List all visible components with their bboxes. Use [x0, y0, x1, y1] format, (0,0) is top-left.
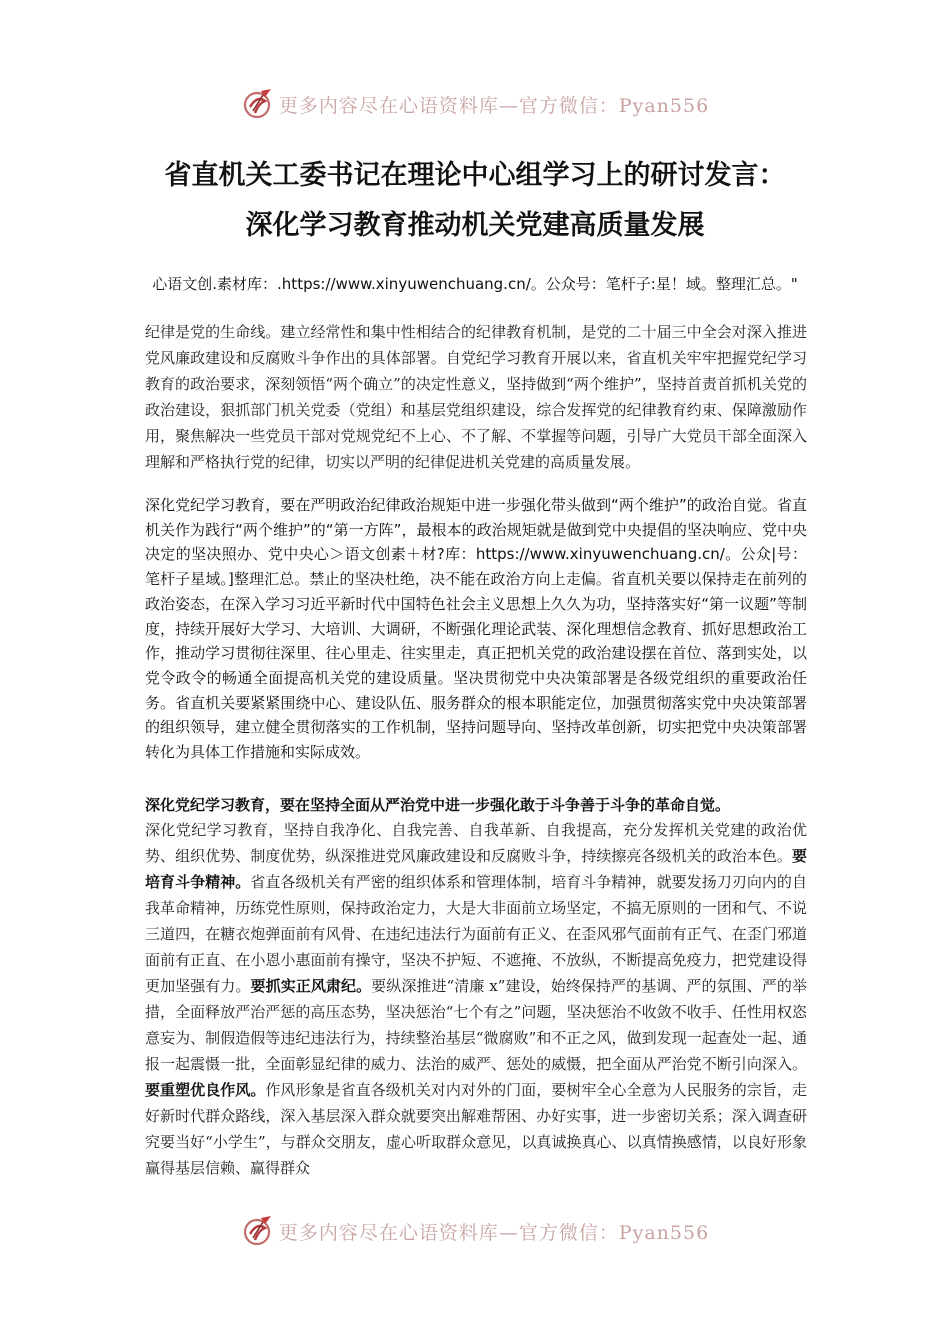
- subheading-work-style: 要重塑优良作风。: [145, 1081, 266, 1099]
- source-line: 心语文创.素材库：.https://www.xinyuwenchuang.cn/。公众号：笔杆子:星！域。整理汇总。": [152, 275, 798, 293]
- banner-text: 更多内容尽在心语资料库—官方微信：Pyan556: [278, 94, 710, 117]
- paragraph-text: 深化党纪学习教育，坚持自我净化、自我完善、自我革新、自我提高，充分发挥机关党建的政治优势、组织优势、制度优势，纵深推进党风廉政建设和反腐败斗争，持续擦亮各级机关的政治本色。: [145, 821, 807, 865]
- paragraph-intro: 纪律是党的生命线。建立经常性和集中性相结合的纪律教育机制，是党的二十届三中全会对深入推进党风廉政建设和反腐败斗争作出的具体部署。自党纪学习教育开展以来，省直机关牢牢把握党纪学习教育的政治要求，深刻领悟“两个确立”的决定性意义，坚持做到“两个维护”，坚持首责首抓机关党的政治建设，狠抓部门机关党委（党组）和基层党组织建设，综合发挥党的纪律教育约束、保障激励作用，聚焦解决一些党员干部对党规党纪不上心、不了解、不掌握等问题，引导广大党员干部全面深入理解和严格执行党的纪律，切实以严明的纪律促进机关党建的高质量发展。: [145, 323, 807, 471]
- banner-text: 更多内容尽在心语资料库—官方微信：Pyan556: [278, 1221, 710, 1244]
- header-banner: [0, 84, 950, 124]
- page-title-line2: 深化学习教育推动机关党建高质量发展: [245, 210, 705, 241]
- paragraph-text: 要纵深推进“清廉 x”建设，始终保持严的基调、严的氛围、严的举措，全面释放严治严惩的高压态势，坚决惩治“七个有之”问题，坚决惩治不收敛不收手、任性用权恣意妄为、制假造假等违纪违法行为，持续整治基层“微腐败”和不正之风，做到发现一起查处一起、通报一起震慑一批，全面彰显纪律的威力、法治的威严、惩处的威慑，把全面从严治党不断引向深入。: [145, 977, 807, 1073]
- paragraph-text: 省直各级机关有严密的组织体系和管理体制，培育斗争精神，就要发扬刀刃向内的自我革命精神，历练党性原则，保持政治定力，大是大非面前立场坚定，不搞无原则的一团和气、不说三道四，在糖衣炮弹面前有风骨、在违纪违法行为面前有正义、在歪风邪气面前有正气、在歪门邪道面前有正直、在小恩小惠面前有操守，坚决不护短、不遮掩、不放纵，不断提高免疫力，把党建设得更加坚强有力。: [145, 873, 807, 995]
- page-title-line1: 省直机关工委书记在理论中心组学习上的研讨发言：: [164, 160, 786, 191]
- paragraph-strict-governance: [145, 817, 807, 1181]
- paragraph-text: 作风形象是省直各级机关对内对外的门面，要树牢全心全意为人民服务的宗旨，走好新时代群众路线，深入基层深入群众就要突出解难帮困、办好实事，进一步密切关系；深入调查研究要当好“小学生”，与群众交朋友，虚心听取群众意见，以真诚换真心、以真情换感情，以良好形象赢得基层信赖、赢得群众: [145, 1081, 807, 1177]
- paragraph-heading-strict-governance: 深化党纪学习教育，要在坚持全面从严治党中进一步强化敢于斗争善于斗争的革命自觉。: [145, 796, 731, 814]
- paragraph-political-discipline: 深化党纪学习教育，要在严明政治纪律政治规矩中进一步强化带头做到“两个维护”的政治自觉。省直机关作为践行“两个维护”的“第一方阵”，最根本的政治规矩就是做到党中央提倡的坚决响应、党中央决定的坚决照办、党中央心＞语文创素＋材?库：https://www.xinyuwenchuang.cn/。公众|号：笔杆子星域。]整理汇总。禁止的坚决杜绝，决不能在政治方向上走偏。省直机关要以保持走在前列的政治姿态，在深入学习习近平新时代中国特色社会主义思想上久久为功，坚持落实好“第一议题”等制度，持续开展好大学习、大培训、大调研，不断强化理论武装、深化理想信念教育、抓好思想政治工作，推动学习贯彻往深里、往心里走、往实里走，真正把机关党的政治建设摆在首位、落到实处，以党令政令的畅通全面提高机关党的建设质量。坚决贯彻党中央决策部署是各级党组织的重要政治任务。省直机关要紧紧围绕中心、建设队伍、服务群众的根本职能定位，加强贯彻落实党中央决策部署的组织领导，建立健全贯彻落实的工作机制，坚持问题导向、坚持改革创新，切实把党中央决策部署转化为具体工作措施和实际成效。: [145, 496, 807, 762]
- subheading-discipline: 要抓实正风肃纪。: [250, 977, 372, 995]
- pen-swirl-logo-icon: [241, 87, 275, 121]
- subheading-fighting-spirit: 要培育斗争精神。: [145, 847, 807, 891]
- footer-banner: [0, 1211, 950, 1251]
- pen-swirl-logo-icon: [241, 1214, 275, 1248]
